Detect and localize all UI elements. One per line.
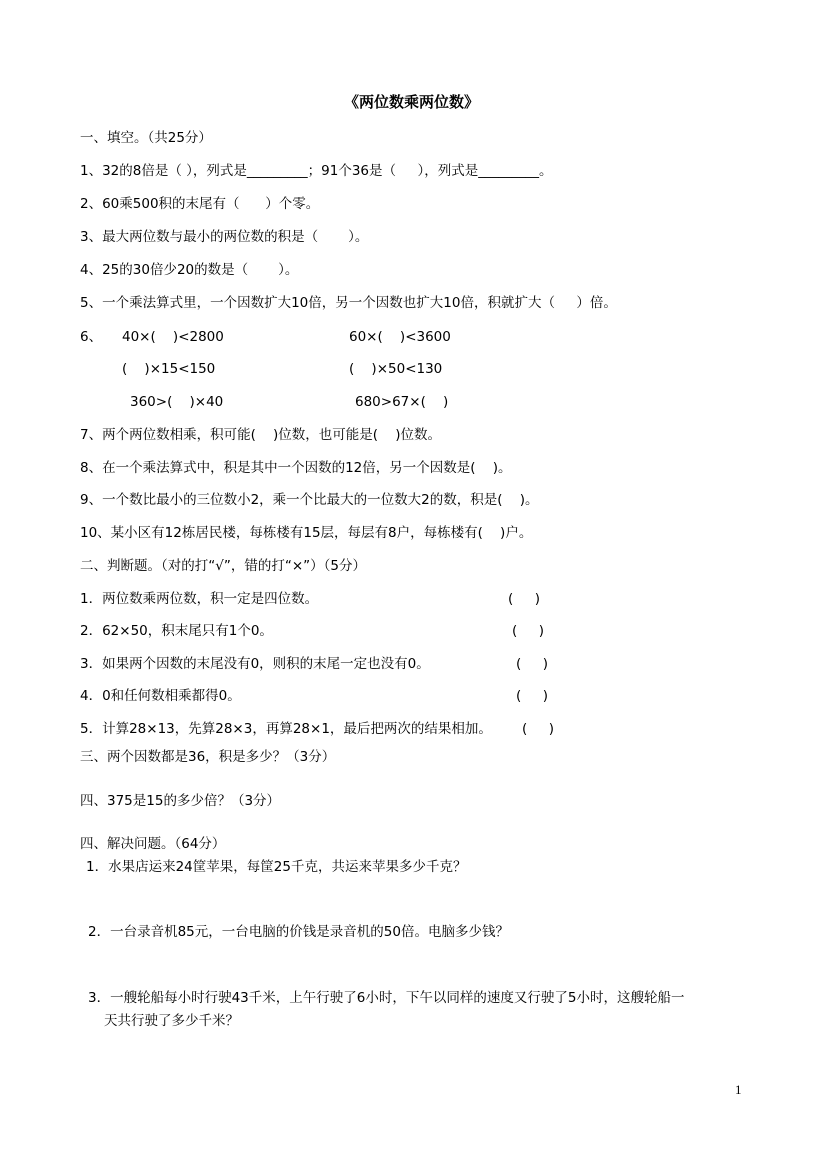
answer-paren: ( ) <box>516 688 548 704</box>
problem-2: 2．一台录音机85元，一台电脑的价钱是录音机的50倍。电脑多少钱？ <box>88 924 509 940</box>
question-1: 1、32的8倍是（ ），列式是_________；91个36是（ ），列式是_________。 <box>80 163 553 179</box>
problem-3-line1: 3．一艘轮船每小时行驶43千米，上午行驶了6小时，下午以同样的速度又行驶了5小时，这艘轮船一 <box>88 990 685 1006</box>
question-2: 2、60乘500积的末尾有（ ）个零。 <box>80 196 320 212</box>
answer-paren: ( ) <box>516 656 548 672</box>
question-6-number: 6、 <box>80 329 103 345</box>
inequality-item: 40×( )<2800 <box>122 329 224 345</box>
judgement-item: 3．如果两个因数的末尾没有0，则积的末尾一定也没有0。 <box>80 656 430 672</box>
inequality-item: ( )×15<150 <box>122 361 216 377</box>
question-8: 8、在一个乘法算式中，积是其中一个因数的12倍，另一个因数是( )。 <box>80 460 512 476</box>
question-7: 7、两个两位数相乘，积可能( )位数，也可能是( )位数。 <box>80 427 441 443</box>
question-3: 3、最大两位数与最小的两位数的积是（ ）。 <box>80 229 369 245</box>
answer-paren: ( ) <box>522 721 554 737</box>
section2-heading: 二、判断题。（对的打“√”，错的打“×”）（5分） <box>80 558 366 574</box>
section3-heading: 三、两个因数都是36，积是多少？（3分） <box>80 749 336 765</box>
page-number: 1 <box>735 1082 742 1097</box>
document-title: 《两位数乘两位数》 <box>343 93 479 111</box>
question-9: 9、一个数比最小的三位数小2，乘一个比最大的一位数大2的数，积是( )。 <box>80 492 539 508</box>
answer-paren: ( ) <box>508 591 540 607</box>
judgement-item: 2．62×50，积末尾只有1个0。 <box>80 623 273 639</box>
inequality-item: ( )×50<130 <box>349 361 443 377</box>
inequality-item: 60×( )<3600 <box>349 329 451 345</box>
inequality-item: 680>67×( ) <box>355 394 449 410</box>
judgement-item: 5．计算28×13，先算28×3，再算28×1，最后把两次的结果相加。 <box>80 721 492 737</box>
question-4: 4、25的30倍少20的数是（ ）。 <box>80 262 299 278</box>
problem-3-line2: 天共行驶了多少千米？ <box>104 1013 239 1029</box>
judgement-item: 1．两位数乘两位数，积一定是四位数。 <box>80 591 319 607</box>
section4b-heading: 四、解决问题。（64分） <box>80 836 226 852</box>
problem-1: 1．水果店运来24筐苹果，每筐25千克，共运来苹果多少千克？ <box>86 859 467 875</box>
answer-paren: ( ) <box>512 623 544 639</box>
question-5: 5、一个乘法算式里，一个因数扩大10倍，另一个因数也扩大10倍，积就扩大（ ）倍。 <box>80 295 617 311</box>
question-10: 10、某小区有12栋居民楼，每栋楼有15层，每层有8户，每栋楼有( )户。 <box>80 525 533 541</box>
section4a-heading: 四、375是15的多少倍？（3分） <box>80 793 281 809</box>
inequality-item: 360>( )×40 <box>130 394 224 410</box>
section1-heading: 一、填空。（共25分） <box>80 130 212 146</box>
judgement-item: 4．0和任何数相乘都得0。 <box>80 688 241 704</box>
